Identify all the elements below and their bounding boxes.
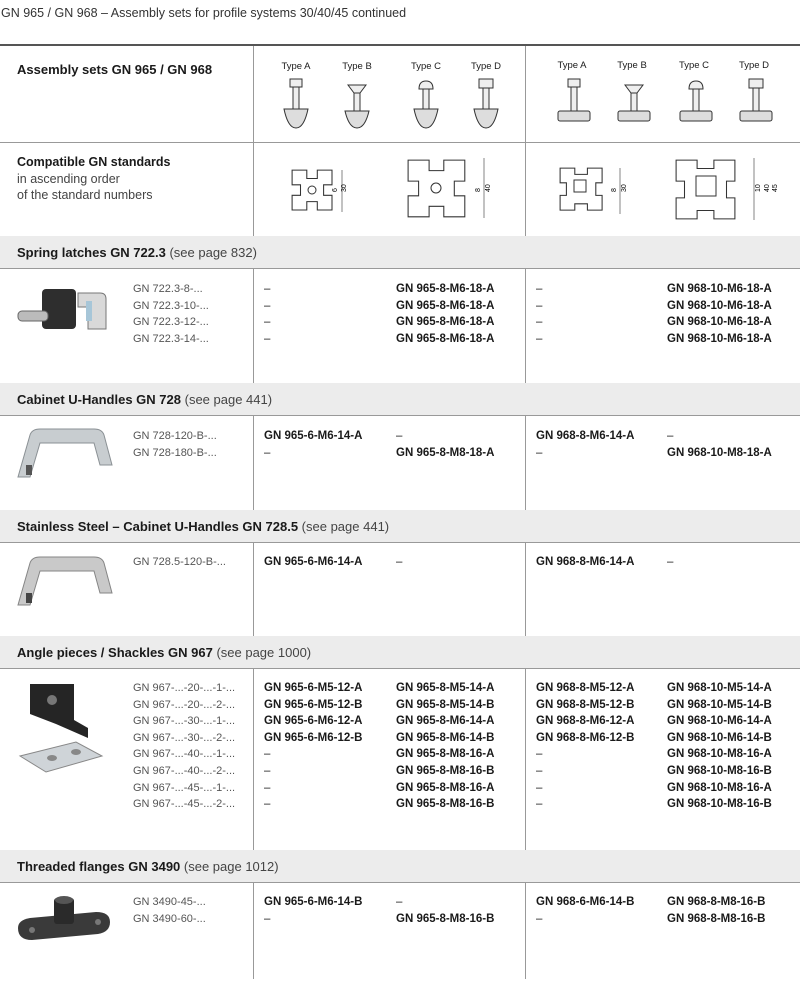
type-d-label: Type D [738,60,770,71]
assembly-set-code: GN 968-10-M6-18-A [667,283,772,295]
section-name: Angle pieces / Shackles GN 967 [17,645,213,660]
section-page-ref[interactable]: (see page 441) [298,519,390,534]
assembly-set-code: – [396,556,403,568]
article-numbers-column [133,680,235,813]
assembly-set-code: – [264,764,271,777]
section-name: Stainless Steel – Cabinet U-Handles GN 728.5 [17,519,299,534]
row-divider [0,882,800,883]
article-number: GN 967-...-30-...-1-... [133,715,236,728]
assembly-set-column [536,428,634,461]
assembly-set-code: GN 965-6-M6-14-A [264,556,363,568]
assembly-set-code: GN 965-8-M8-16-A [396,781,495,794]
assembly-set-code: GN 965-8-M6-14-B [396,731,495,744]
assembly-set-code: – [264,283,271,295]
stainless-u-handle-icon [14,553,114,616]
u-handle-icon [14,425,114,488]
header-title: Assembly sets GN 965 / GN 968 [17,62,213,77]
article-number: GN 3490-60-... [133,912,206,925]
assembly-set-column [396,894,494,927]
section-title [17,859,279,874]
type-b-screw-icon [616,84,652,128]
type-b-screw-icon [343,84,371,132]
assembly-set-code: – [536,299,543,312]
section-name: Cabinet U-Handles GN 728 [17,392,181,407]
assembly-set-code: – [536,316,543,329]
type-c-label: Type C [678,60,710,71]
section-page-ref[interactable]: (see page 441) [181,392,273,407]
assembly-set-code: GN 965-8-M5-14-A [396,682,495,694]
column-divider [253,542,254,636]
assembly-set-code: GN 965-8-M8-16-B [396,912,495,925]
assembly-set-code: GN 968-8-M6-12-B [536,731,635,744]
assembly-set-code: GN 968-10-M6-14-B [667,731,772,744]
assembly-set-code: – [536,781,543,794]
assembly-set-code: GN 968-10-M5-14-B [667,698,772,711]
assembly-set-code: – [667,556,674,568]
assembly-set-code: – [396,430,403,442]
assembly-set-column [667,428,772,461]
assembly-set-code: – [667,430,674,442]
type-a-screw-icon [556,78,592,128]
threaded-flange-icon [14,892,114,955]
section-name: Spring latches GN 722.3 [17,245,166,260]
column-divider [253,882,254,979]
row-divider [0,668,800,669]
assembly-set-code: – [264,299,271,312]
assembly-set-column [396,428,494,461]
section-page-ref[interactable]: (see page 1000) [212,645,312,660]
article-number: GN 967-...-45-...-1-... [133,781,236,794]
assembly-set-code: – [536,748,543,761]
article-number: GN 722.3-12-... [133,316,209,329]
assembly-set-code: GN 968-10-M8-16-B [667,764,772,777]
assembly-set-code: GN 968-10-M8-18-A [667,446,772,459]
assembly-set-column [536,281,542,347]
article-number: GN 967-...-30-...-2-... [133,731,236,744]
type-c-screw-icon [678,80,714,128]
article-numbers-column [133,428,217,461]
profile-dim: 40 [764,184,771,192]
article-number: GN 3490-45-... [133,896,206,908]
type-d-label: Type D [470,61,502,72]
angle-piece-icon [16,680,108,795]
assembly-set-code: – [264,316,271,329]
assembly-set-column [667,281,772,347]
article-number: GN 967-...-20-...-2-... [133,698,236,711]
compatible-standards-label [17,154,171,204]
assembly-set-code: GN 965-8-M5-14-B [396,698,495,711]
row-divider [0,268,800,269]
profile-dim: 8 [475,188,482,192]
type-c-label: Type C [410,61,442,72]
assembly-set-column [396,281,494,347]
compat-title: Compatible GN standards [17,155,171,169]
assembly-set-code: GN 968-8-M8-16-B [667,896,766,908]
assembly-set-column [264,428,362,461]
column-divider [253,268,254,383]
assembly-set-code: GN 965-8-M6-18-A [396,316,495,329]
article-number: GN 722.3-8-... [133,283,203,295]
assembly-set-column [396,680,494,813]
column-divider [525,542,526,636]
assembly-set-code: GN 965-8-M8-18-A [396,446,495,459]
article-number: GN 728-120-B-... [133,430,217,442]
assembly-set-code: GN 965-8-M8-16-B [396,798,495,811]
assembly-set-column [667,894,765,927]
column-divider [525,882,526,979]
assembly-set-code: – [536,283,543,295]
profile-dim: 30 [621,184,628,192]
assembly-set-code: GN 965-8-M6-14-A [396,715,495,728]
article-number: GN 967-...-45-...-2-... [133,798,236,811]
compat-subtitle-2: of the standard numbers [17,188,153,202]
assembly-set-column [264,894,362,927]
row-divider [0,415,800,416]
type-d-screw-icon [738,78,774,128]
type-b-label: Type B [617,60,647,71]
assembly-set-code: – [536,764,543,777]
section-title [17,519,389,534]
profile-dim: 40 [485,184,492,192]
assembly-set-code: GN 968-10-M6-18-A [667,299,772,312]
assembly-set-code: GN 968-8-M6-14-A [536,430,635,442]
profile-40-icon [404,150,504,226]
assembly-set-column [536,680,634,813]
assembly-set-code: – [536,798,543,811]
type-b-label: Type B [342,61,372,72]
assembly-set-code: GN 965-6-M5-12-A [264,682,363,694]
assembly-set-code: GN 965-6-M5-12-B [264,698,363,711]
section-title [17,245,257,260]
assembly-set-code: GN 968-10-M5-14-A [667,682,772,694]
assembly-set-code: GN 968-10-M6-18-A [667,316,772,329]
assembly-set-code: GN 965-6-M6-12-B [264,731,363,744]
column-divider [525,268,526,383]
profile-dim: 10 [755,184,762,192]
assembly-set-code: – [264,332,271,345]
assembly-set-code: GN 965-8-M6-18-A [396,299,495,312]
assembly-set-code: – [536,446,543,459]
assembly-set-code: GN 968-10-M8-16-B [667,798,772,811]
assembly-set-code: GN 968-8-M5-12-B [536,698,635,711]
assembly-set-code: GN 968-8-M5-12-A [536,682,635,694]
profile-dim: 8 [611,188,618,192]
column-divider [525,415,526,510]
section-page-ref[interactable]: (see page 1012) [180,859,279,874]
column-divider [253,46,254,236]
assembly-set-column [264,680,362,813]
assembly-set-code: GN 968-10-M8-16-A [667,748,772,761]
profile-40-45-icon [672,150,782,226]
assembly-set-code: GN 965-8-M8-16-A [396,748,495,761]
assembly-set-column [667,680,772,813]
assembly-set-code: – [264,748,271,761]
assembly-set-code: GN 968-10-M6-14-A [667,715,772,728]
section-title [17,392,272,407]
compat-subtitle-1: in ascending order [17,171,120,186]
assembly-set-column [667,554,673,571]
column-divider [525,668,526,850]
row-divider [0,542,800,543]
assembly-set-code: GN 965-6-M6-14-B [264,896,363,908]
assembly-set-code: GN 968-8-M6-14-A [536,556,635,568]
assembly-set-code: GN 968-8-M8-16-B [667,912,766,925]
assembly-set-code: GN 968-6-M6-14-B [536,896,635,908]
column-divider [525,46,526,236]
assembly-set-code: – [264,446,271,459]
spring-latch-icon [16,283,108,352]
type-a-label: Type A [281,61,311,72]
profile-dim: 30 [341,184,348,192]
assembly-set-column [536,554,634,571]
article-number: GN 722.3-10-... [133,299,209,312]
assembly-set-code: – [396,896,403,908]
article-number: GN 967-...-40-...-1-... [133,748,236,761]
article-number: GN 967-...-20-...-1-... [133,682,236,694]
assembly-set-code: GN 968-8-M6-12-A [536,715,635,728]
profile-dim: 45 [772,184,779,192]
assembly-set-column [396,554,402,571]
article-number: GN 967-...-40-...-2-... [133,764,236,777]
assembly-set-code: – [536,332,543,345]
assembly-set-code: – [264,798,271,811]
article-number: GN 728.5-120-B-... [133,556,226,568]
article-numbers-column [133,281,209,347]
assembly-set-column [264,281,270,347]
page-title: GN 965 / GN 968 – Assembly sets for profile systems 30/40/45 continued [1,6,407,20]
row-divider [0,142,800,143]
type-a-screw-icon [282,78,310,132]
assembly-set-code: – [536,912,543,925]
article-numbers-column [133,554,226,571]
type-a-label: Type A [557,60,587,71]
profile-dim: 6 [332,188,339,192]
assembly-set-code: GN 968-10-M6-18-A [667,332,772,345]
assembly-set-code: GN 965-6-M6-12-A [264,715,363,728]
assembly-set-code: GN 965-8-M6-18-A [396,332,495,345]
assembly-set-code: – [264,912,271,925]
article-number: GN 728-180-B-... [133,446,217,459]
assembly-set-column [264,554,362,571]
profile-30-icon [284,160,364,220]
article-numbers-column [133,894,206,927]
article-number: GN 722.3-14-... [133,332,209,345]
section-title [17,645,311,660]
profile-30-slot8-icon [554,160,640,220]
section-name: Threaded flanges GN 3490 [17,859,181,874]
type-d-screw-icon [472,78,500,132]
assembly-set-code: GN 965-8-M6-18-A [396,283,495,295]
assembly-set-code: GN 965-8-M8-16-B [396,764,495,777]
assembly-set-code: GN 965-6-M6-14-A [264,430,363,442]
assembly-set-column [536,894,634,927]
section-page-ref[interactable]: (see page 832) [165,245,257,260]
assembly-set-code: – [264,781,271,794]
type-c-screw-icon [412,80,440,132]
column-divider [253,668,254,850]
column-divider [253,415,254,510]
assembly-set-code: GN 968-10-M8-16-A [667,781,772,794]
